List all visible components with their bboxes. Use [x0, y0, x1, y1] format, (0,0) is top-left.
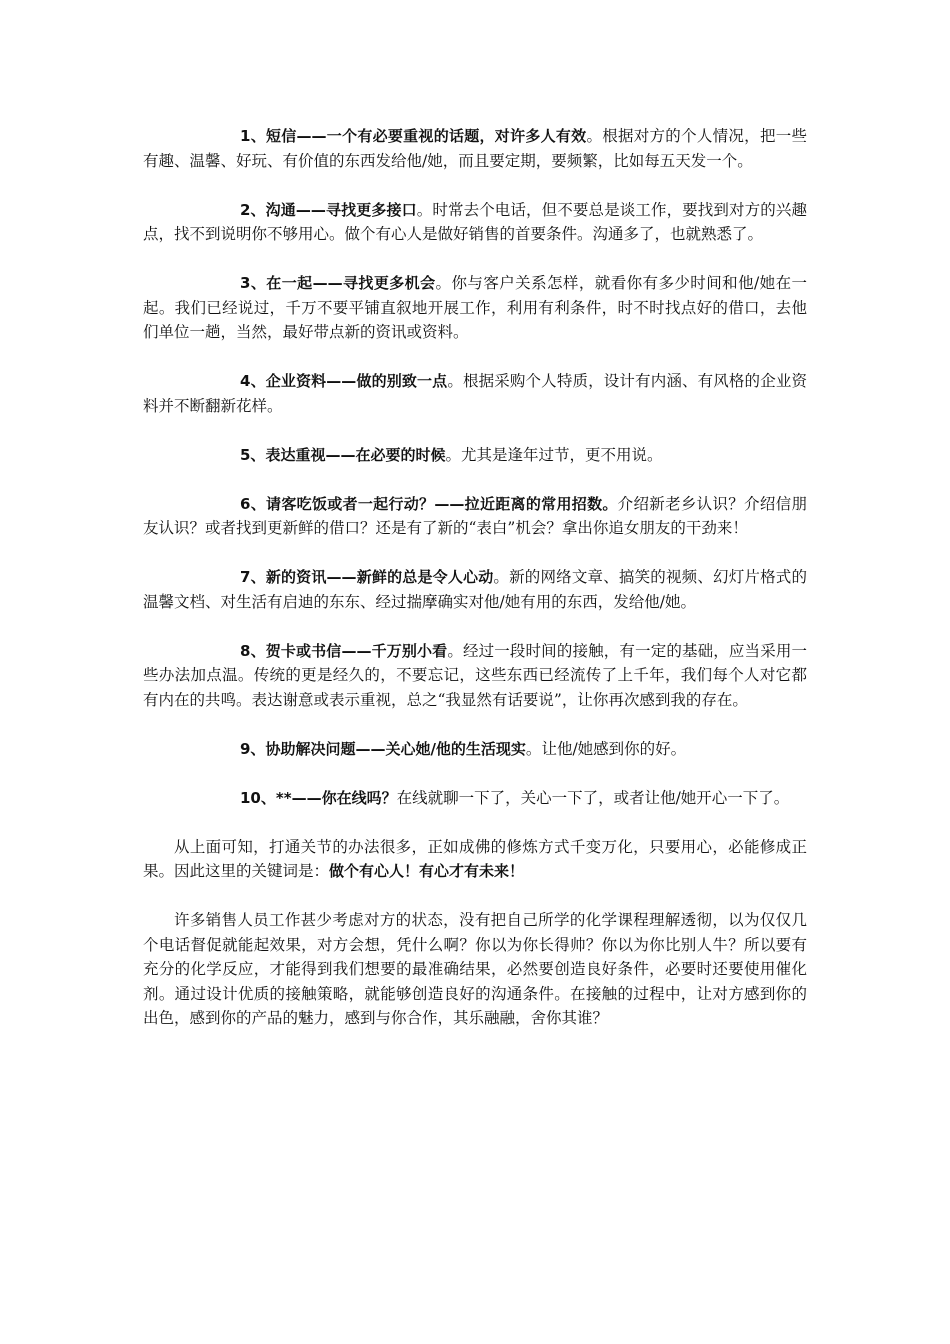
closing-text: 许多销售人员工作甚少考虑对方的状态，没有把自己所学的化学课程理解透彻，以为仅仅几个电话督促就能起效果，对方会想，凭什么啊？你以为你长得帅？你以为你比别人牛？所以要有充分的化学反应，才能得到我们想要的最准确结果，必然要创造良好条件，必要时还要使用催化剂。通过设计优质的接触策略，就能够创造良好的沟通条件。在接触的过程中，让对方感到你的出色，感到你的产品的魅力，感到与你合作，其乐融融，舍你其谁？	[143, 911, 807, 1027]
tip-paragraph-7: 7、新的资讯——新鲜的总是令人心动。新的网络文章、搞笑的视频、幻灯片格式的温馨文档、对生活有启迪的东东、经过揣摩确实对他/她有用的东西，发给他/她。	[143, 568, 807, 611]
tip-text: 在线就聊一下了，关心一下了，或者让他/她开心一下了。	[396, 788, 790, 807]
tip-text: 让他/她感到你的好。	[541, 739, 687, 758]
tip-heading: 9、协助解决问题——关心她/他的生活现实	[240, 739, 526, 758]
tip-text: 根据对方的个人情况，把一些有趣、温馨、好玩、有价值的东西发给他/她，而且要定期，要频繁，比如每五天发一个。	[143, 127, 807, 170]
closing-paragraph	[143, 908, 807, 1031]
tip-text: 新的网络文章、搞笑的视频、幻灯片格式的温馨文档、对生活有启迪的东东、经过揣摩确实对他/她有用的东西，发给他/她。	[143, 568, 807, 611]
summary-paragraph	[143, 835, 807, 884]
tip-paragraph-10	[143, 786, 807, 811]
tip-heading: 8、贺卡或书信——千万别小看	[240, 641, 448, 660]
tip-paragraph-8: 8、贺卡或书信——千万别小看。经过一段时间的接触，有一定的基础，应当采用一些办法加点温。传统的更是经久的，不要忘记，这些东西已经流传了上千年，我们每个人对它都有内在的共鸣。表达谢意或表示重视，总之“我显然有话要说”，让你再次感到我的存在。	[143, 641, 807, 709]
tip-paragraph-3: 3、在一起——寻找更多机会。你与客户关系怎样，就看你有多少时间和他/她在一起。我们已经说过，千万不要平铺直叙地开展工作，利用有利条件，时不时找点好的借口，去他们单位一趟，当然，最好带点新的资讯或资料。	[143, 274, 807, 341]
summary-text: 从上面可知，打通关节的办法很多，正如成佛的修炼方式千变万化，只要用心，必能修成正果。因此这里的关键词是：	[143, 837, 807, 880]
tip-heading: 1、短信——一个有必要重视的话题，对许多人有效	[240, 127, 587, 145]
tip-paragraph-9: 9、协助解决问题——关心她/他的生活现实。让他/她感到你的好。	[240, 739, 687, 758]
tip-paragraph-4: 4、企业资料——做的别致一点。根据采购个人特质，设计有内涵、有风格的企业资料并不断翻新花样。	[143, 372, 807, 415]
tip-text: 你与客户关系怎样，就看你有多少时间和他/她在一起。我们已经说过，千万不要平铺直叙地开展工作，利用有利条件，时不时找点好的借口，去他们单位一趟，当然，最好带点新的资讯或资料。	[143, 274, 807, 341]
tip-text: 介绍新老乡认识？介绍信朋友认识？或者找到更新鲜的借口？还是有了新的“表白”机会？拿出你追女朋友的干劲来！	[143, 494, 807, 537]
tip-heading: 10、**——你在线吗？	[240, 788, 397, 807]
tip-text: 根据采购个人特质，设计有内涵、有风格的企业资料并不断翻新花样。	[143, 372, 807, 415]
tip-text: 经过一段时间的接触，有一定的基础，应当采用一些办法加点温。传统的更是经久的，不要忘记，这些东西已经流传了上千年，我们每个人对它都有内在的共鸣。表达谢意或表示重视，总之“我显然有话要说”，让你再次感到我的存在。	[143, 641, 807, 709]
tip-heading: 4、企业资料——做的别致一点	[240, 372, 448, 390]
document-page	[143, 124, 807, 1055]
tip-text: 时常去个电话，但不要总是谈工作，要找到对方的兴趣点，找不到说明你不够用心。做个有心人是做好销售的首要条件。沟通多了，也就熟悉了。	[143, 200, 807, 243]
tip-paragraph-2: 2、沟通——寻找更多接口。时常去个电话，但不要总是谈工作，要找到对方的兴趣点，找不到说明你不够用心。做个有心人是做好销售的首要条件。沟通多了，也就熟悉了。	[143, 200, 807, 243]
tip-heading: 6、请客吃饭或者一起行动？——拉近距离的常用招数。	[240, 494, 618, 513]
tip-paragraph-5: 5、表达重视——在必要的时候。尤其是逢年过节，更不用说。	[240, 445, 663, 464]
tip-paragraph-6	[143, 492, 807, 541]
tip-heading: 5、表达重视——在必要的时候	[240, 445, 446, 464]
tip-heading: 2、沟通——寻找更多接口	[240, 200, 417, 219]
tip-heading: 7、新的资讯——新鲜的总是令人心动	[240, 568, 494, 586]
tip-text: 尤其是逢年过节，更不用说。	[460, 445, 663, 464]
tip-paragraph-1: 1、短信——一个有必要重视的话题，对许多人有效。根据对方的个人情况，把一些有趣、温馨、好玩、有价值的东西发给他/她，而且要定期，要频繁，比如每五天发一个。	[143, 127, 807, 170]
summary-keyword: 做个有心人！有心才有未来！	[329, 862, 525, 880]
tip-heading: 3、在一起——寻找更多机会	[240, 274, 436, 292]
